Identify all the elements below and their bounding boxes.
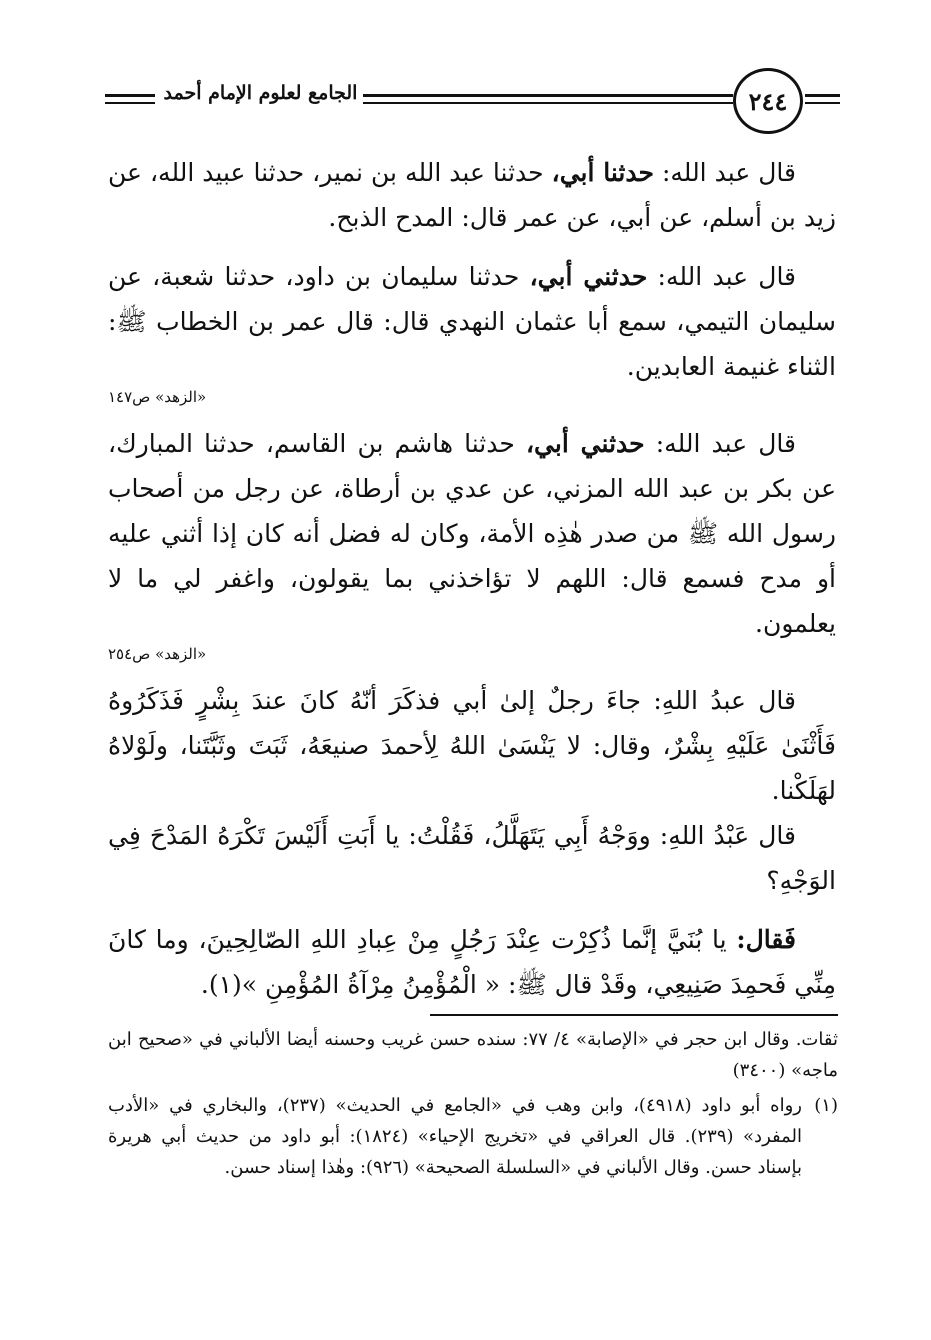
source-reference-1: «الزهد» ص١٤٧	[108, 388, 207, 406]
page-header	[105, 68, 840, 148]
header-rule-right	[805, 94, 840, 104]
paragraph-text: حدثنا سليمان بن داود، حدثنا شعبة، عن سليمان التيمي، سمع أبا عثمان النهدي قال: قال عمر بن الخطاب ﷺ: الثناء غنيمة العابدين.	[108, 262, 836, 381]
page-number: ٢٤٤	[748, 86, 788, 116]
paragraph-5	[108, 813, 836, 903]
page-number-badge	[733, 68, 803, 134]
footnote-separator	[430, 1014, 838, 1016]
footnotes	[108, 1024, 838, 1183]
header-rule-middle	[363, 94, 733, 104]
paragraph-text: حدثنا هاشم بن القاسم، حدثنا المبارك، عن بكر بن عبد الله المزني، عن عدي بن أرطاة، عن رجل من أصحاب رسول الله ﷺ من صدر هٰذِه الأمة، وكان له فضل أنه كان إذا أثني عليه أو مدح فسمع قال: اللهم لا تؤاخذني بما يقولون، واغفر لي ما لا يعلمون.	[108, 429, 836, 638]
paragraph-4	[108, 678, 836, 813]
paragraph-text: قال عَبْدُ اللهِ: ووَجْهُ أَبِي يَتَهَلَّلُ، فَقُلْتُ: يا أَبَتِ أَلَيْسَ تَكْرَهُ المَدْحَ فِي الوَجْهِ؟	[108, 821, 836, 895]
paragraph-text: قال عبد الله:	[653, 158, 796, 187]
paragraph-2	[108, 254, 836, 389]
paragraph-1	[108, 150, 836, 240]
header-rule-left	[105, 94, 155, 104]
paragraph-bold-text: فَقال:	[736, 925, 796, 954]
footnote-number: (١)	[814, 1095, 838, 1116]
footnote-text: رواه أبو داود (٤٩١٨)، وابن وهب في «الجامع في الحديث» (٢٣٧)، والبخاري في «الأدب المفرد» (٢٣٩). قال العراقي في «تخريج الإحياء» (١٨٢٤): أبو داود من حديث أبي هريرة بإسناد حسن. وقال الألباني في «السلسلة الصحيحة» (٩٢٦): وهٰذا إسناد حسن.	[108, 1095, 802, 1178]
paragraph-text: حدثنا عبد الله بن نمير، حدثنا عبيد الله، عن زيد بن أسلم، عن أبي، عن عمر قال: المدح الذبح.	[108, 158, 836, 232]
paragraph-text: قال عبد الله:	[647, 262, 797, 291]
paragraph-bold-text: حدثني أبي،	[525, 429, 645, 458]
running-title: الجامع لعلوم الإمام أحمد	[163, 82, 358, 104]
paragraph-text: قال عبد الله:	[644, 429, 796, 458]
spacer	[108, 903, 836, 917]
main-text	[108, 150, 836, 1007]
footnote-1	[108, 1090, 838, 1183]
paragraph-text: يا بُنَيَّ إنَّما ذُكِرْت عِنْدَ رَجُلٍ مِنْ عِبادِ اللهِ الصّالِحِينَ، وما كانَ مِنِّي فَحمِدَ صَنِيعِي، وقَدْ قال ﷺ: « الْمُؤْمِنُ مِرْآةُ المُؤْمِنِ »(١).	[108, 925, 836, 999]
paragraph-bold-text: حدثني أبي،	[529, 262, 648, 291]
paragraph-bold-text: حدثنا أبي،	[551, 158, 654, 187]
spacer	[108, 240, 836, 254]
footnote-continuation: ثقات. وقال ابن حجر في «الإصابة» ٤/ ٧٧: سنده حسن غريب وحسنه أيضا الألباني في «صحيح ابن ماجه» (٣٤٠٠)	[108, 1029, 838, 1081]
paragraph-text: قال عبدُ اللهِ: جاءَ رجلٌ إلىٰ أبي فذكَرَ أنّهُ كانَ عندَ بِشْرٍ فَذَكَرُوهُ فَأَثْنَىٰ عَلَيْهِ بِشْرٌ، وقال: لا يَنْسَىٰ اللهُ لِأحمدَ صنيعَهُ، ثَبَتَ وثَبَّتَنا، ولَوْلاهُ لهَلَكْنا.	[108, 686, 836, 805]
paragraph-3	[108, 421, 836, 646]
source-reference-2: «الزهد» ص٢٥٤	[108, 645, 207, 663]
paragraph-6	[108, 917, 836, 1007]
